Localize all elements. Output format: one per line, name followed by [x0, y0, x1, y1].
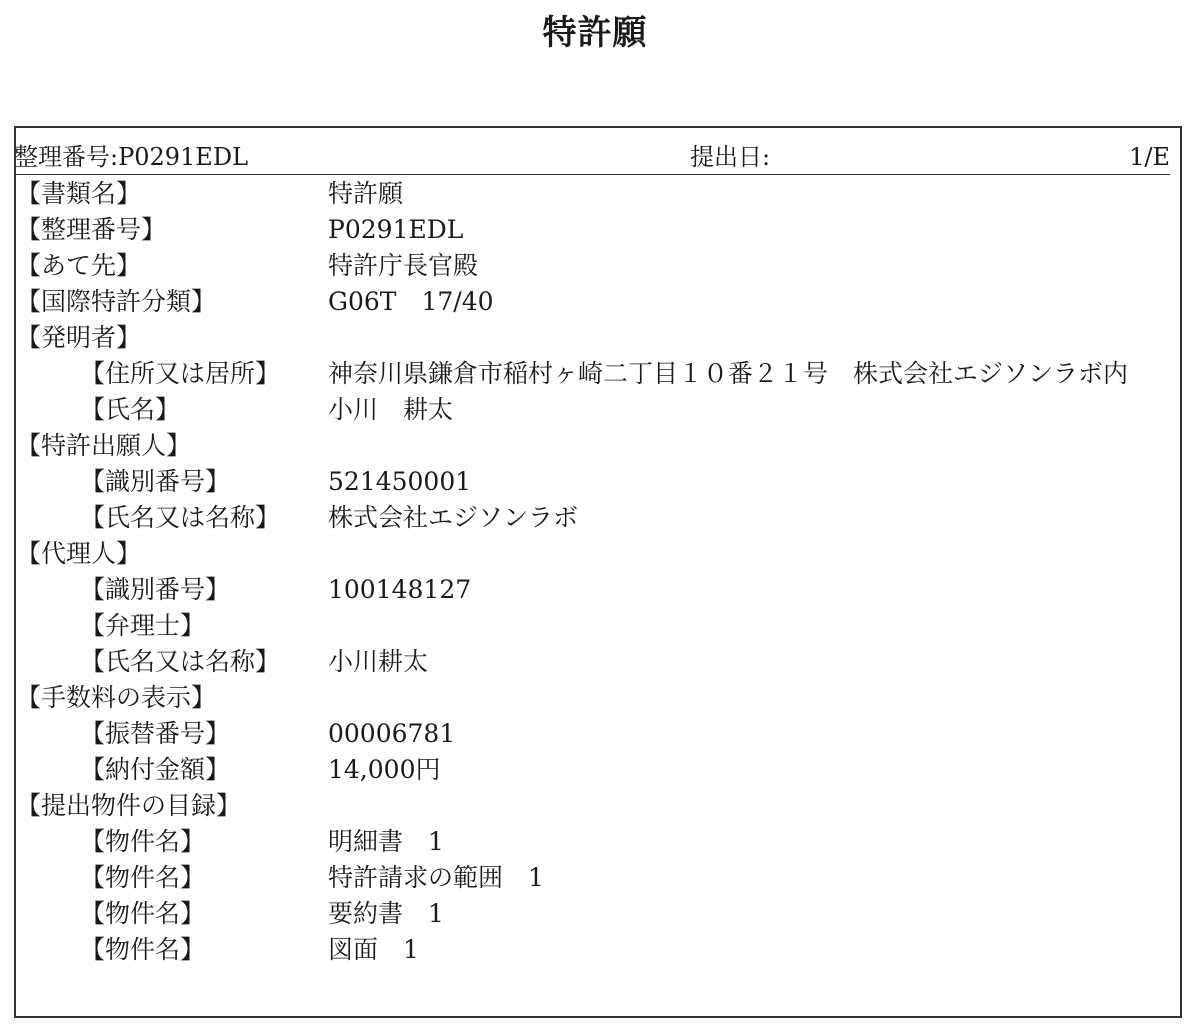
field-row	[16, 752, 1176, 788]
field-row	[16, 644, 1176, 680]
field-row	[16, 896, 1176, 932]
field-value: P0291EDL	[328, 215, 464, 244]
field-row	[16, 248, 1176, 284]
field-row	[16, 536, 1176, 572]
field-label: 【振替番号】	[80, 719, 231, 748]
field-row	[16, 824, 1176, 860]
field-value: 小川耕太	[328, 647, 429, 676]
field-label: 【物件名】	[80, 899, 206, 928]
field-value: 特許願	[328, 179, 404, 208]
field-value: 神奈川県鎌倉市稲村ヶ崎二丁目１０番２１号 株式会社エジソンラボ内	[328, 359, 1129, 388]
field-value	[328, 680, 1168, 716]
field-label: 【提出物件の目録】	[16, 791, 242, 820]
field-value	[328, 608, 1168, 644]
field-row	[16, 320, 1176, 356]
field-value: 00006781	[328, 719, 456, 748]
field-label: 【識別番号】	[80, 575, 231, 604]
field-list	[16, 176, 1176, 968]
field-label: 【代理人】	[16, 539, 142, 568]
field-label: 【氏名又は名称】	[80, 503, 281, 532]
document-title: 特許願	[542, 13, 648, 53]
field-row	[16, 212, 1176, 248]
field-row	[16, 716, 1176, 752]
field-row	[16, 608, 1176, 644]
field-row	[16, 500, 1176, 536]
field-value: 特許請求の範囲 1	[328, 863, 544, 892]
field-row	[16, 284, 1176, 320]
field-row	[16, 176, 1176, 212]
field-value	[328, 788, 1168, 824]
field-label: 【納付金額】	[80, 755, 231, 784]
field-row	[16, 788, 1176, 824]
field-value: 図面 1	[328, 935, 419, 964]
field-label: 【弁理士】	[80, 611, 206, 640]
field-row	[16, 860, 1176, 896]
field-label: 【書類名】	[16, 179, 142, 208]
field-row	[16, 428, 1176, 464]
field-label: 【氏名又は名称】	[80, 647, 281, 676]
field-value: 要約書 1	[328, 899, 444, 928]
field-value: 521450001	[328, 467, 472, 496]
reference-number: 整理番号:P0291EDL	[14, 143, 249, 171]
submission-date-label: 提出日:	[690, 143, 771, 171]
field-label: 【特許出願人】	[16, 431, 192, 460]
field-row	[16, 572, 1176, 608]
field-label: 【物件名】	[80, 935, 206, 964]
field-label: 【物件名】	[80, 827, 206, 856]
field-row	[16, 680, 1176, 716]
field-value: 明細書 1	[328, 827, 444, 856]
field-value	[328, 536, 1168, 572]
field-value: 100148127	[328, 575, 472, 604]
field-value: 14,000円	[328, 755, 441, 784]
field-value: 特許庁長官殿	[328, 251, 479, 280]
field-label: 【識別番号】	[80, 467, 231, 496]
field-label: 【住所又は居所】	[80, 359, 281, 388]
field-value	[328, 320, 1168, 356]
field-row	[16, 392, 1176, 428]
field-label: 【物件名】	[80, 863, 206, 892]
page-number: 1/E	[1129, 143, 1170, 171]
field-label: 【整理番号】	[16, 215, 167, 244]
field-value: G06T 17/40	[328, 287, 494, 316]
field-label: 【手数料の表示】	[16, 683, 217, 712]
field-row	[16, 356, 1176, 392]
document-header	[14, 140, 1170, 175]
field-label: 【発明者】	[16, 323, 142, 352]
field-value	[328, 428, 1168, 464]
field-label: 【氏名】	[80, 395, 181, 424]
field-row	[16, 464, 1176, 500]
field-label: 【あて先】	[16, 251, 142, 280]
field-row	[16, 932, 1176, 968]
field-label: 【国際特許分類】	[16, 287, 217, 316]
field-value: 株式会社エジソンラボ	[328, 503, 579, 532]
field-value: 小川 耕太	[328, 395, 454, 424]
